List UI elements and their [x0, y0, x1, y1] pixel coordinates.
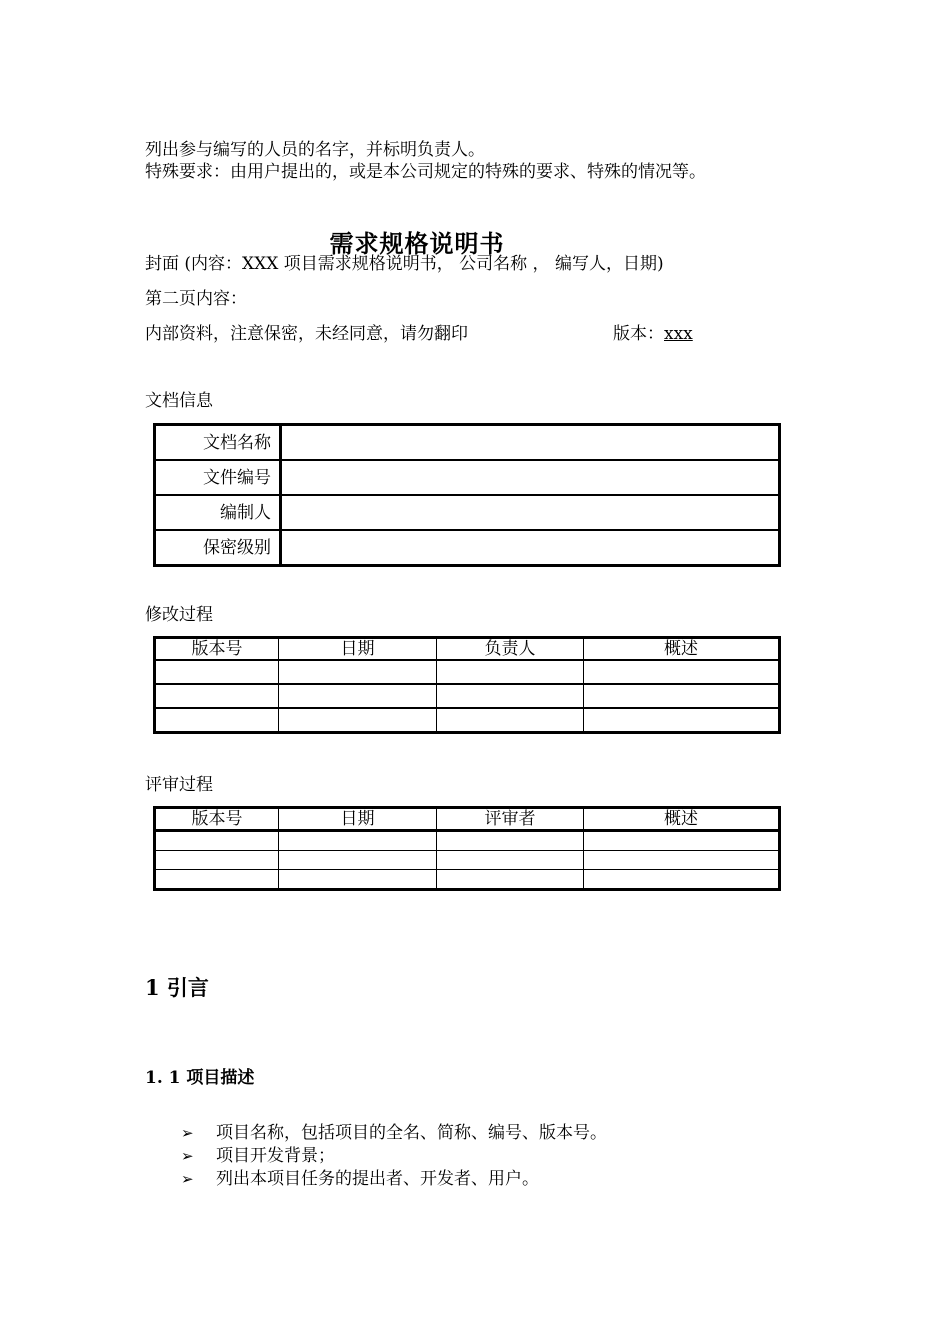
doc-name-value: [281, 425, 780, 461]
version-line: [613, 323, 693, 345]
doc-name-label: 文档名称: [155, 425, 281, 461]
version-value: xxx: [664, 324, 693, 344]
col-version: 版本号: [155, 808, 279, 831]
intro-line-1: 列出参与编写的人员的名字，并标明负责人。: [145, 140, 485, 160]
section-heading: 1 引言: [145, 975, 209, 1000]
revision-table: [153, 636, 781, 734]
bullet-arrow-icon: ➢: [181, 1170, 194, 1188]
page2-label: 第二页内容：: [145, 289, 247, 309]
col-owner: 负责人: [437, 638, 584, 661]
table-row: [155, 870, 780, 890]
bullet-arrow-icon: ➢: [181, 1124, 194, 1142]
doc-info-heading: 文档信息: [145, 391, 213, 411]
list-item: 项目开发背景；: [216, 1146, 335, 1166]
file-number-label: 文件编号: [155, 460, 281, 495]
table-header-row: [155, 808, 780, 831]
bullet-arrow-icon: ➢: [181, 1147, 194, 1165]
list-item: 项目名称，包括项目的全名、简称、编号、版本号。: [216, 1123, 607, 1143]
revision-heading: 修改过程: [145, 605, 213, 625]
table-row: [155, 460, 780, 495]
security-level-value: [281, 530, 780, 566]
table-row: [155, 660, 780, 684]
col-version: 版本号: [155, 638, 279, 661]
review-table: [153, 806, 781, 891]
list-item: 列出本项目任务的提出者、开发者、用户。: [216, 1169, 539, 1189]
col-date: 日期: [279, 808, 437, 831]
table-row: [155, 831, 780, 851]
table-row: [155, 851, 780, 870]
version-label: 版本：: [613, 324, 664, 344]
col-summary: 概述: [584, 638, 780, 661]
doc-info-table: [153, 423, 781, 567]
cover-line: 封面 (内容：XXX 项目需求规格说明书， 公司名称 ， 编写人，日期): [145, 254, 664, 274]
file-number-value: [281, 460, 780, 495]
subsection-heading: 1. 1 项目描述: [145, 1068, 255, 1088]
confidential-notice: 内部资料，注意保密，未经同意，请勿翻印: [145, 324, 468, 344]
document-title: 需求规格说明书: [329, 230, 505, 258]
table-header-row: [155, 638, 780, 661]
table-row: [155, 530, 780, 566]
col-date: 日期: [279, 638, 437, 661]
col-reviewer: 评审者: [437, 808, 584, 831]
review-heading: 评审过程: [145, 775, 213, 795]
table-row: [155, 708, 780, 733]
table-row: [155, 684, 780, 708]
author-label: 编制人: [155, 495, 281, 530]
col-summary: 概述: [584, 808, 780, 831]
security-level-label: 保密级别: [155, 530, 281, 566]
table-row: [155, 425, 780, 461]
table-row: [155, 495, 780, 530]
intro-line-2: 特殊要求：由用户提出的，或是本公司规定的特殊的要求、特殊的情况等。: [145, 162, 706, 182]
author-value: [281, 495, 780, 530]
